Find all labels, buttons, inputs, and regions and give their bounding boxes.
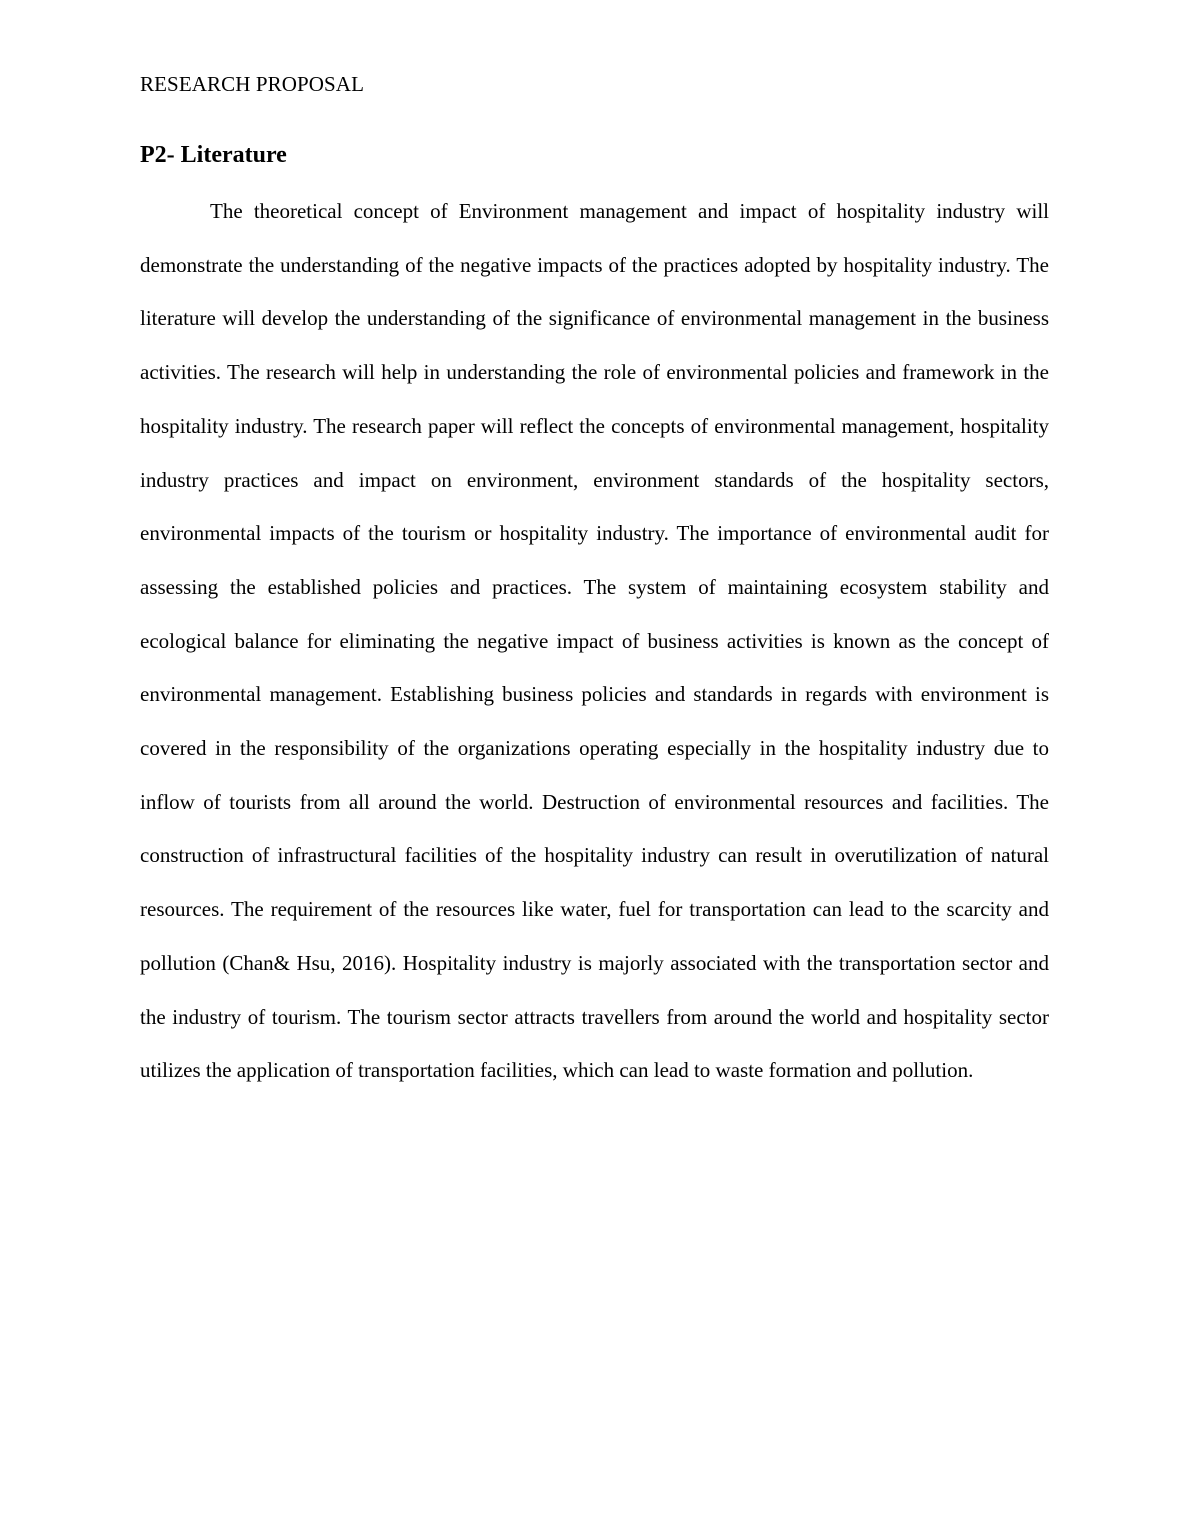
running-head: RESEARCH PROPOSAL xyxy=(140,72,365,96)
body-paragraph: The theoretical concept of Environment management and impact of hospitality industry will demonstrate the understanding of the negative impacts of the practices adopted by hospitality industry. The literature will develop the understanding of the significance of environmental management in the business activities. The research will help in understanding the role of environmental policies and framework in the hospitality industry. The research paper will reflect the concepts of environmental management, hospitality industry practices and impact on environment, environment standards of the hospitality sectors, environmental impacts of the tourism or hospitality industry. The importance of environmental audit for assessing the established policies and practices. The system of maintaining ecosystem stability and ecological balance for eliminating the negative impact of business activities is known as the concept of environmental management. Establishing business policies and standards in regards with environment is covered in the responsibility of the organizations operating especially in the hospitality industry due to inflow of tourists from all around the world. Destruction of environmental resources and facilities. The construction of infrastructural facilities of the hospitality industry can result in overutilization of natural resources. The requirement of the resources like water, fuel for transportation can lead to the scarcity and pollution (Chan& Hsu, 2016). Hospitality industry is majorly associated with the transportation sector and the industry of tourism. The tourism sector attracts travellers from around the world and hospitality sector utilizes the application of transportation facilities, which can lead to waste formation and pollution. xyxy=(140,199,1049,1083)
section-heading: P2- Literature xyxy=(140,142,287,168)
